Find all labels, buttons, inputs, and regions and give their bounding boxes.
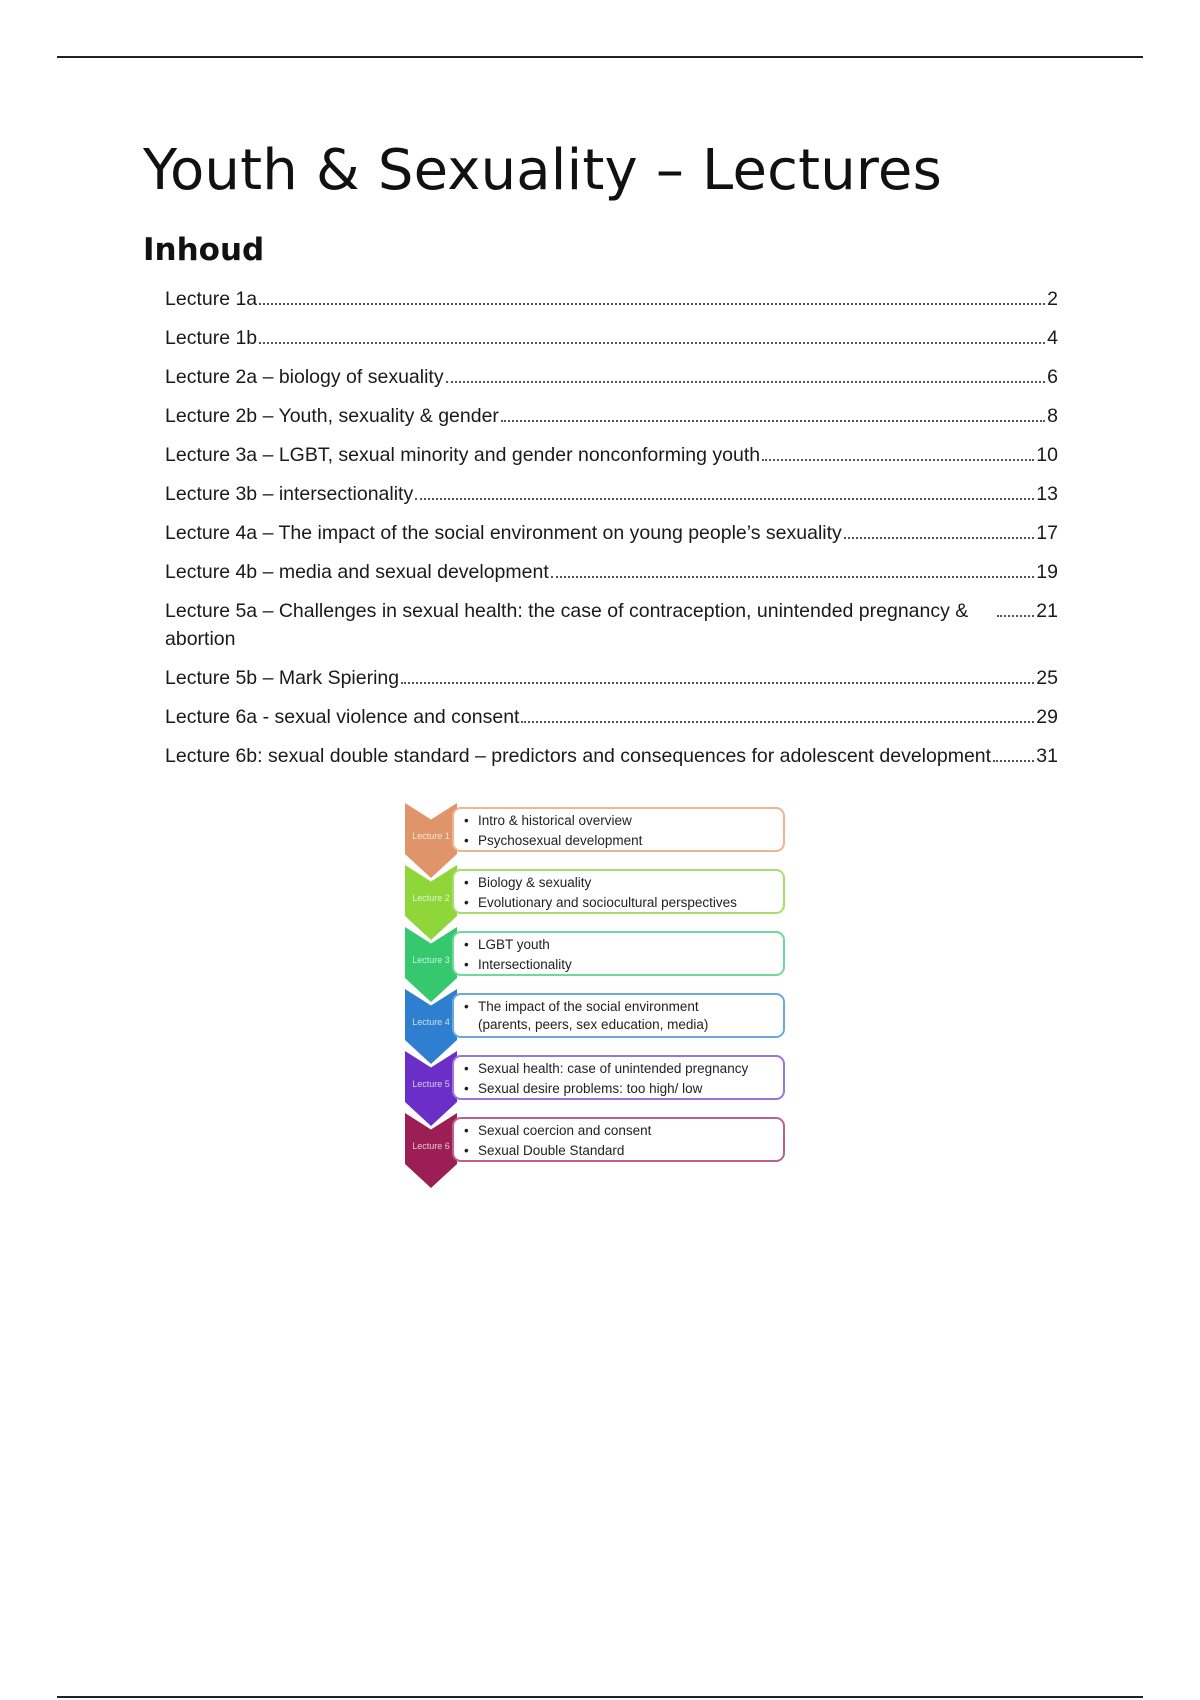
chevron-label: Lecture 1 — [412, 831, 450, 841]
chevron-label: Lecture 3 — [412, 955, 450, 965]
toc-entry-text: Lecture 4b – media and sexual development — [165, 561, 549, 583]
document-title: Youth & Sexuality – Lectures — [143, 138, 942, 203]
chevron-label: Lecture 6 — [412, 1141, 450, 1151]
toc-entry-text: Lecture 3b – intersectionality — [165, 483, 414, 505]
topic-item: • Sexual health: case of unintended pregnancy — [464, 1059, 783, 1079]
diagram-row-lecture-6 — [400, 1113, 790, 1175]
toc-leader-dots — [501, 420, 1045, 422]
toc-leader-dots — [259, 303, 1045, 305]
chevron-label: Lecture 4 — [412, 1017, 450, 1027]
topic-box — [452, 1117, 785, 1162]
toc-page-number: 13 — [1036, 483, 1058, 505]
diagram-row-lecture-5 — [400, 1051, 790, 1113]
diagram-row-lecture-1 — [400, 803, 790, 865]
toc-entry-text: Lecture 5a – Challenges in sexual health: the case of contraception, unintended pregnancy & abortion — [165, 600, 969, 650]
diagram-row-lecture-2 — [400, 865, 790, 927]
toc-page-number: 6 — [1047, 366, 1058, 388]
topic-item: • Intersectionality — [464, 955, 783, 975]
toc-entry[interactable] — [165, 285, 1058, 313]
toc-entry[interactable] — [165, 480, 1058, 508]
toc-entry[interactable] — [165, 324, 1058, 352]
toc-leader-dots — [521, 721, 1034, 723]
toc-entry-text: Lecture 2a – biology of sexuality — [165, 366, 444, 388]
toc-entry[interactable] — [165, 597, 1058, 653]
toc-leader-dots — [993, 760, 1034, 762]
toc-page-number: 29 — [1036, 706, 1058, 728]
toc-entry-text: Lecture 6a - sexual violence and consent — [165, 706, 520, 728]
topic-item: • Sexual coercion and consent — [464, 1121, 783, 1141]
toc-leader-dots — [446, 381, 1046, 383]
toc-leader-dots — [762, 459, 1034, 461]
toc-page-number: 10 — [1036, 444, 1058, 466]
toc-entry-text: Lecture 4a – The impact of the social environment on young people’s sexuality — [165, 522, 842, 544]
toc-entry[interactable] — [165, 441, 1058, 469]
toc-page-number: 4 — [1047, 327, 1058, 349]
toc-page-number: 21 — [1036, 600, 1058, 622]
toc-leader-dots — [415, 498, 1034, 500]
diagram-row-lecture-3 — [400, 927, 790, 989]
chevron-label: Lecture 2 — [412, 893, 450, 903]
toc-page-number: 8 — [1047, 405, 1058, 427]
toc-entry-text: Lecture 1b — [165, 327, 258, 349]
toc-page-number: 19 — [1036, 561, 1058, 583]
table-of-contents — [165, 285, 1058, 781]
topic-box — [452, 807, 785, 852]
topic-item: • The impact of the social environment — [464, 998, 783, 1016]
lecture-overview-diagram — [400, 803, 790, 1193]
toc-entry[interactable] — [165, 664, 1058, 692]
topic-item: • Evolutionary and sociocultural perspectives — [464, 893, 783, 913]
diagram-row-lecture-4 — [400, 989, 790, 1051]
toc-leader-dots — [401, 682, 1034, 684]
toc-leader-dots — [997, 615, 1034, 617]
toc-page-number: 25 — [1036, 667, 1058, 689]
topic-box — [452, 993, 785, 1038]
toc-entry-text: Lecture 1a — [165, 288, 258, 310]
toc-entry[interactable] — [165, 363, 1058, 391]
toc-entry[interactable] — [165, 402, 1058, 430]
topic-item-continuation: (parents, peers, sex education, media) — [478, 1017, 709, 1032]
topic-box — [452, 1055, 785, 1100]
toc-entry[interactable] — [165, 742, 1058, 770]
toc-entry[interactable] — [165, 703, 1058, 731]
toc-entry-text: Lecture 5b – Mark Spiering — [165, 667, 400, 689]
topic-item: • Biology & sexuality — [464, 873, 783, 893]
toc-entry-text: Lecture 6b: sexual double standard – predictors and consequences for adolescent development — [165, 745, 992, 767]
topic-item: • LGBT youth — [464, 935, 783, 955]
topic-box — [452, 869, 785, 914]
toc-heading: Inhoud — [143, 232, 265, 268]
toc-leader-dots — [844, 537, 1035, 539]
toc-entry-text: Lecture 2b – Youth, sexuality & gender — [165, 405, 499, 427]
topic-item: • Sexual desire problems: too high/ low — [464, 1079, 783, 1099]
topic-item: • Sexual Double Standard — [464, 1141, 783, 1161]
chevron-label: Lecture 5 — [412, 1079, 450, 1089]
toc-page-number: 31 — [1036, 745, 1058, 767]
header-rule — [57, 56, 1143, 58]
toc-entry[interactable] — [165, 519, 1058, 547]
footer-rule — [57, 1696, 1143, 1698]
toc-page-number: 2 — [1047, 288, 1058, 310]
toc-entry-text: Lecture 3a – LGBT, sexual minority and gender nonconforming youth — [165, 444, 761, 466]
topic-item: • Intro & historical overview — [464, 811, 783, 831]
toc-entry[interactable] — [165, 558, 1058, 586]
toc-leader-dots — [259, 342, 1045, 344]
toc-leader-dots — [551, 576, 1035, 578]
topic-box — [452, 931, 785, 976]
toc-page-number: 17 — [1036, 522, 1058, 544]
topic-item: • Psychosexual development — [464, 831, 783, 851]
